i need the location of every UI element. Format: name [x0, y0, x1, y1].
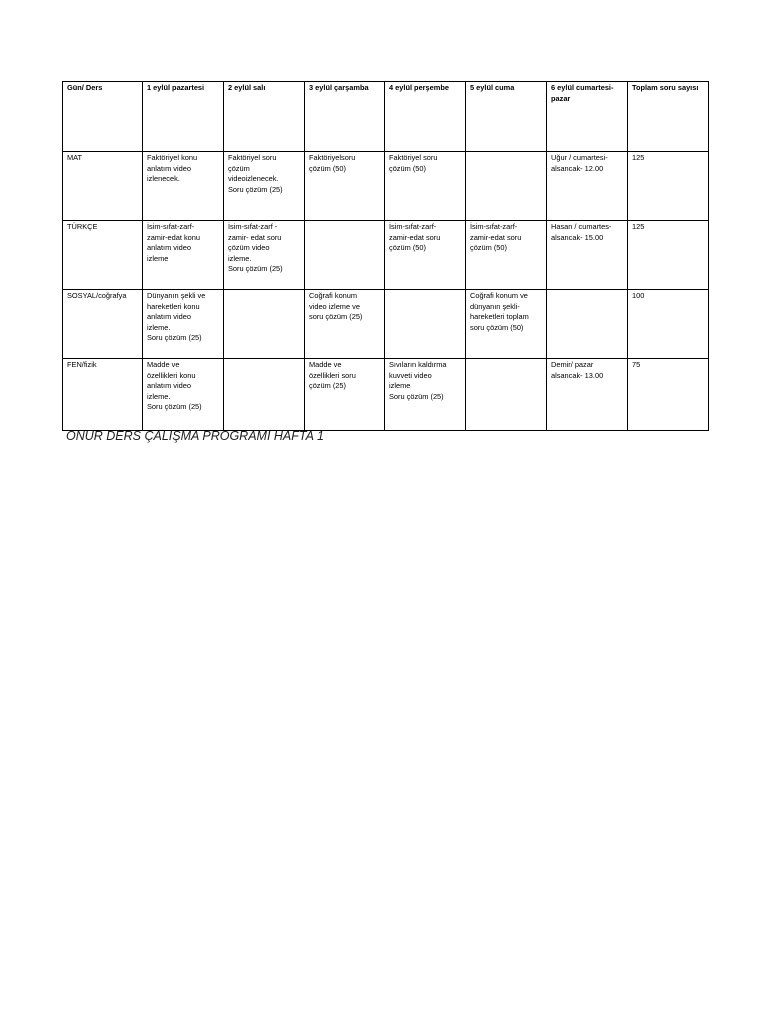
table-cell: İsim-sıfat-zarf- zamir-edat konu anlatım video izleme — [143, 221, 224, 290]
table-cell: Hasan / cumartes- alsancak- 15.00 — [547, 221, 628, 290]
table-cell-total: 125 — [628, 152, 709, 221]
header-cell-tuesday: 2 eylül salı — [224, 82, 305, 152]
table-cell — [305, 221, 385, 290]
schedule-caption: ONUR DERS ÇALIŞMA PROGRAMI HAFTA 1 — [66, 429, 324, 443]
table-cell: İsim-sıfat-zarf - zamir- edat soru çözüm video izleme. Soru çözüm (25) — [224, 221, 305, 290]
table-cell — [385, 290, 466, 359]
table-cell: TÜRKÇE — [63, 221, 143, 290]
table-cell: Faktöriyel soru çözüm videoizlenecek. Soru çözüm (25) — [224, 152, 305, 221]
table-cell: Sıvıların kaldırma kuvveti video izleme Soru çözüm (25) — [385, 359, 466, 431]
header-cell-weekend: 6 eylül cumartesi- pazar — [547, 82, 628, 152]
header-cell-day-subject: Gün/ Ders — [63, 82, 143, 152]
table-cell-total: 125 — [628, 221, 709, 290]
header-cell-thursday: 4 eylül perşembe — [385, 82, 466, 152]
table-cell: MAT — [63, 152, 143, 221]
table-cell-total: 100 — [628, 290, 709, 359]
table-cell — [466, 359, 547, 431]
table-cell: Dünyanın şekli ve hareketleri konu anlatım video izleme. Soru çözüm (25) — [143, 290, 224, 359]
table-row-turkce — [63, 221, 709, 290]
table-cell — [466, 152, 547, 221]
table-cell: İsim-sıfat-zarf- zamir-edat soru çözüm (50) — [466, 221, 547, 290]
table-cell: Madde ve özellikleri konu anlatım video izleme. Soru çözüm (25) — [143, 359, 224, 431]
table-cell — [547, 290, 628, 359]
table-cell: Faktöriyelsoru çözüm (50) — [305, 152, 385, 221]
table-cell: SOSYAL/coğrafya — [63, 290, 143, 359]
table-cell: Faktöriyel konu anlatım video izlenecek. — [143, 152, 224, 221]
header-cell-total-questions: Toplam soru sayısı — [628, 82, 709, 152]
table-cell-total: 75 — [628, 359, 709, 431]
table-cell: Demir/ pazar alsancak- 13.00 — [547, 359, 628, 431]
header-cell-wednesday: 3 eylül çarşamba — [305, 82, 385, 152]
header-cell-monday: 1 eylül pazartesi — [143, 82, 224, 152]
table-cell — [224, 290, 305, 359]
table-cell: Coğrafi konum ve dünyanın şekli- hareketleri toplam soru çözüm (50) — [466, 290, 547, 359]
header-cell-friday: 5 eylül cuma — [466, 82, 547, 152]
table-cell: Uğur / cumartesi- alsancak- 12.00 — [547, 152, 628, 221]
study-schedule-table — [62, 81, 709, 431]
table-cell: Madde ve özellikleri soru çözüm (25) — [305, 359, 385, 431]
table-cell: İsim-sıfat-zarf- zamir-edat soru çözüm (50) — [385, 221, 466, 290]
table-row-mat — [63, 152, 709, 221]
table-row-fen — [63, 359, 709, 431]
table-cell: FEN/fizik — [63, 359, 143, 431]
header-row — [63, 82, 709, 152]
table-cell: Coğrafi konum video izleme ve soru çözüm (25) — [305, 290, 385, 359]
table-cell — [224, 359, 305, 431]
table-cell: Faktöriyel soru çözüm (50) — [385, 152, 466, 221]
table-row-sosyal — [63, 290, 709, 359]
